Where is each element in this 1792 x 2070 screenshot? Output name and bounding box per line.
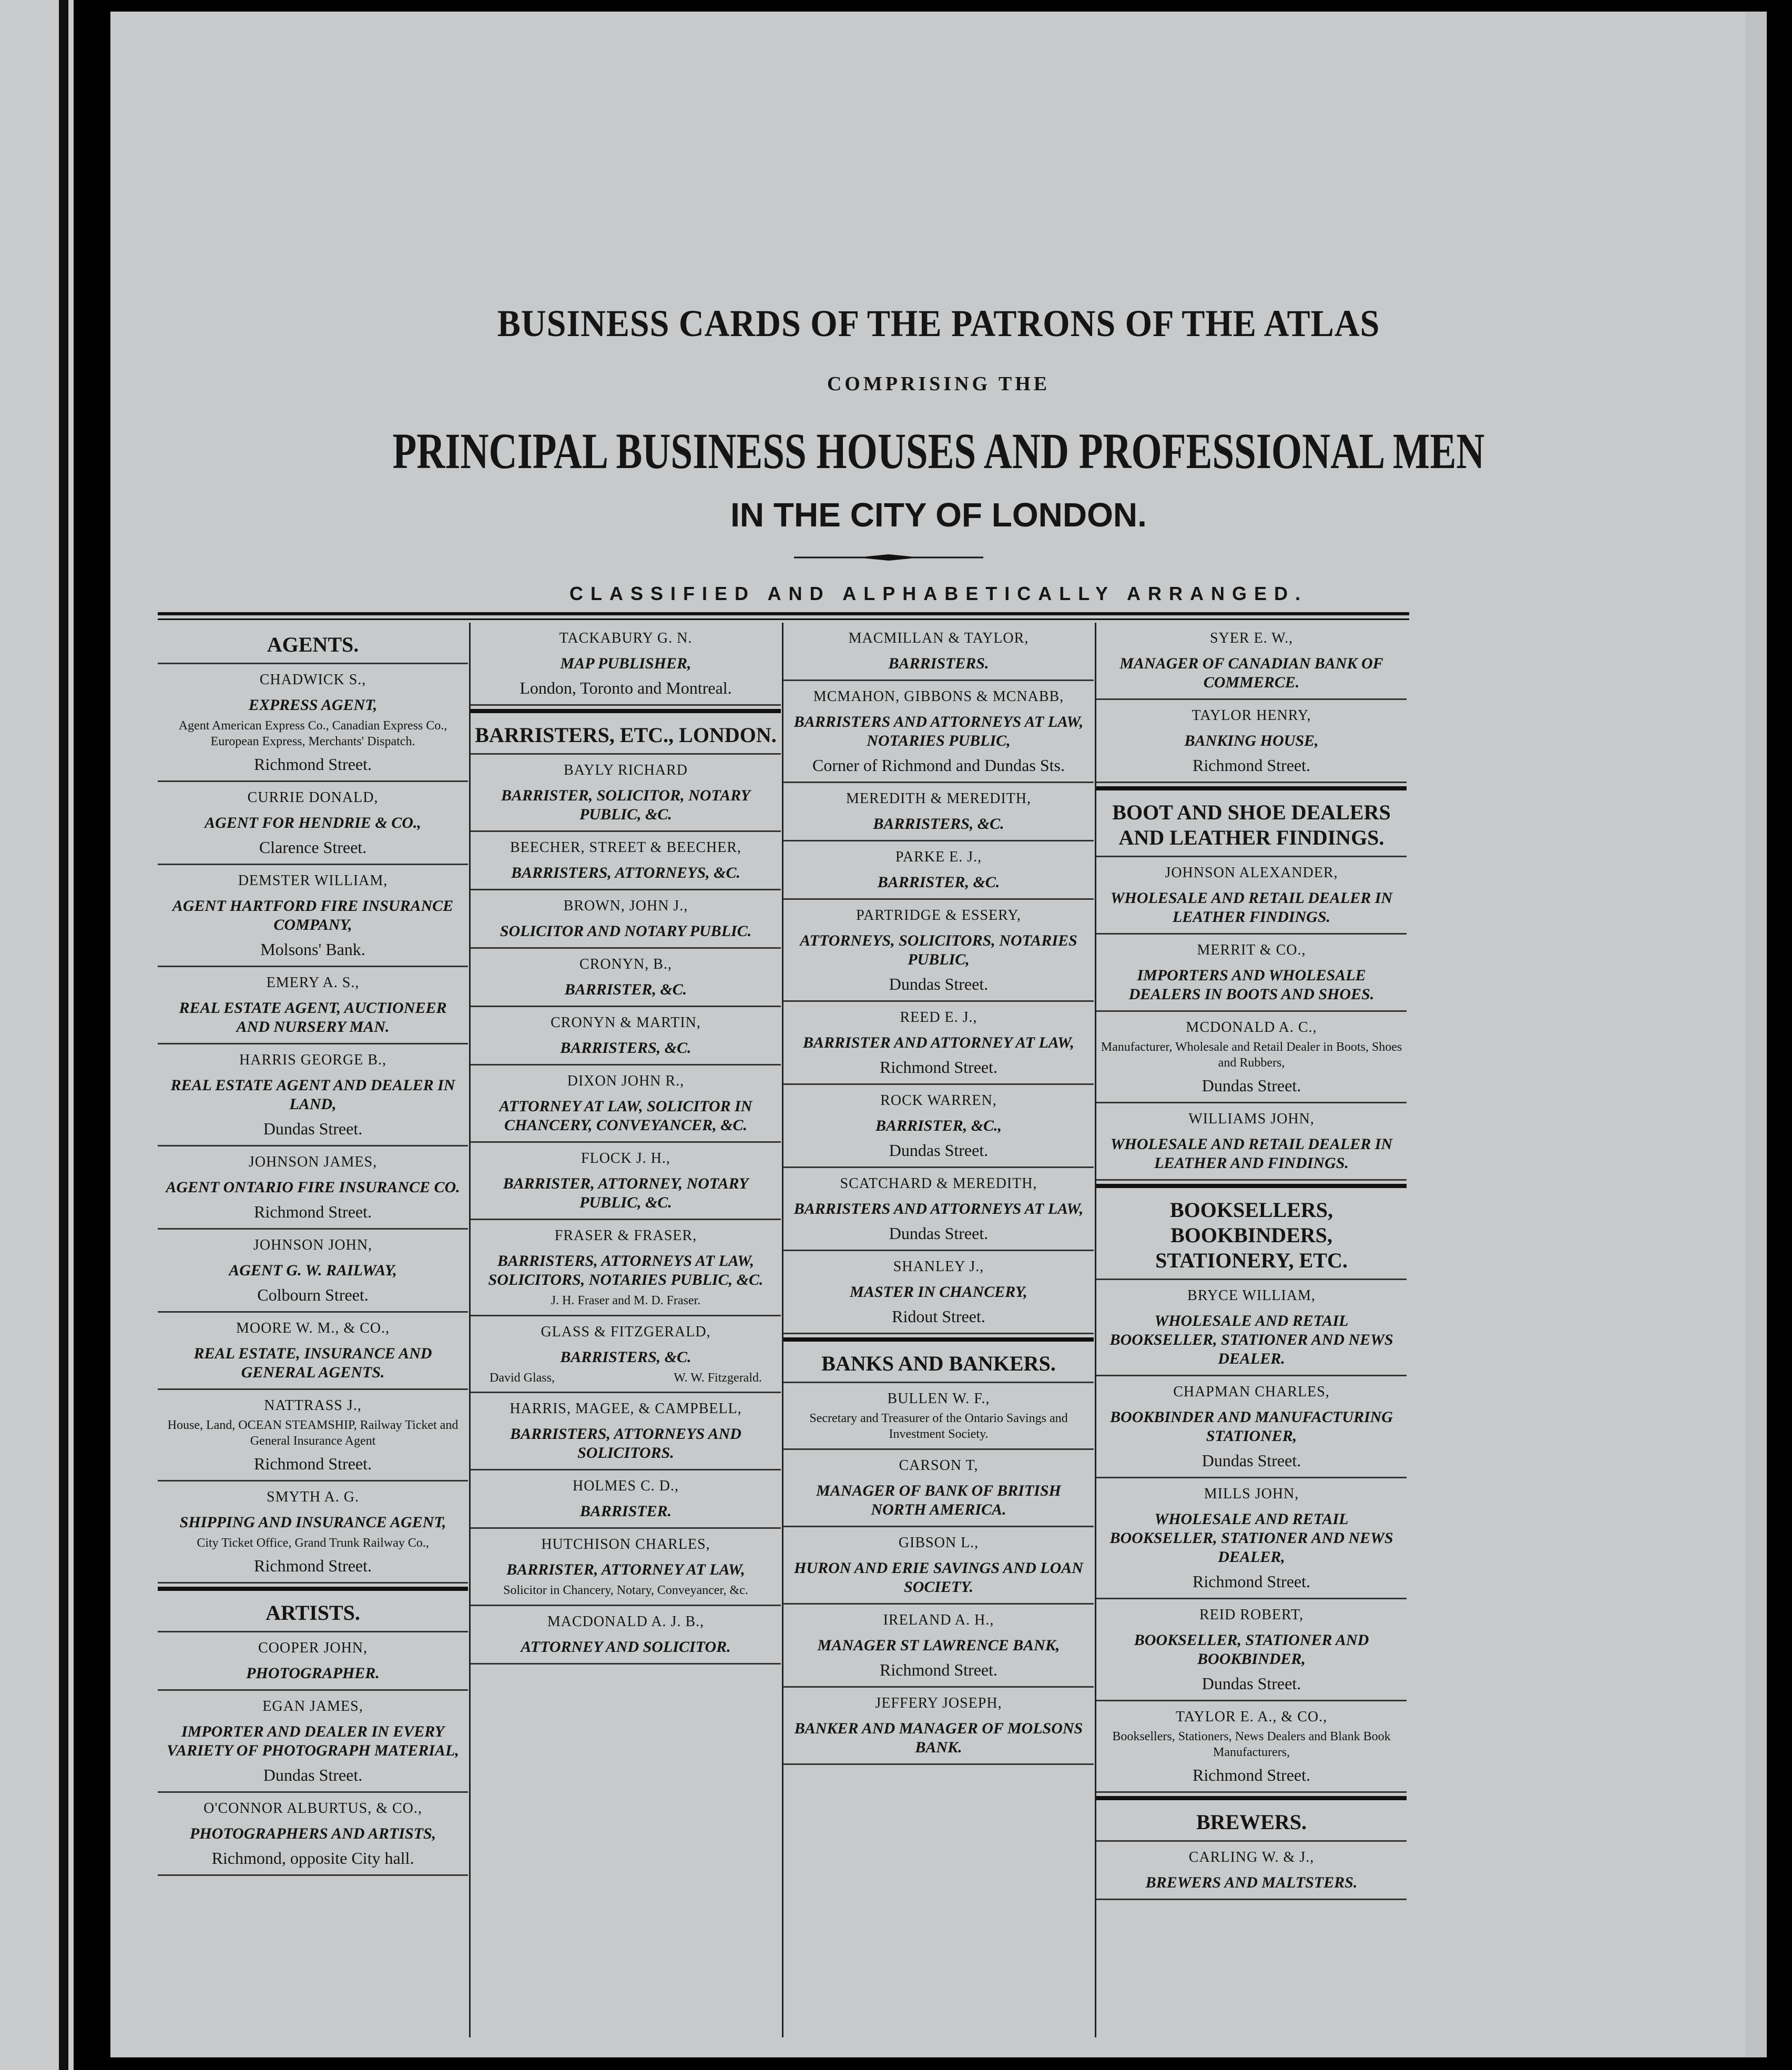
partner-right: W. W. Fitzgerald. <box>674 1371 762 1385</box>
business-name: JOHNSON JOHN, <box>253 1237 373 1253</box>
business-card <box>158 1691 468 1793</box>
business-card <box>1096 1103 1407 1181</box>
business-name: MACMILLAN & TAYLOR, <box>848 630 1029 646</box>
business-description: BARRISTERS, &C. <box>560 1348 691 1366</box>
business-details: Agent American Express Co., Canadian Express Co., European Express, Merchants' Dispatch. <box>178 719 447 748</box>
business-address: Dundas Street. <box>889 975 989 993</box>
business-description: BARRISTER, &C. <box>564 981 687 998</box>
adjacent-page-edge <box>0 0 74 2070</box>
business-details: Booksellers, Stationers, News Dealers and Blank Book Manufacturers, <box>1112 1730 1391 1759</box>
business-name: MCMAHON, GIBBONS & MCNABB, <box>813 688 1064 705</box>
header-rule <box>158 612 1409 615</box>
business-card <box>1096 700 1407 783</box>
business-card <box>783 681 1094 783</box>
column-2 <box>471 623 781 2043</box>
business-name: HARRIS GEORGE B., <box>239 1052 386 1068</box>
business-description: BARRISTER AND ATTORNEY AT LAW, <box>803 1034 1074 1051</box>
business-details: Secretary and Treasurer of the Ontario Savings and Investment Society. <box>809 1412 1068 1441</box>
business-card <box>1096 1701 1407 1793</box>
business-name: COOPER JOHN, <box>258 1640 368 1656</box>
business-name: BEECHER, STREET & BEECHER, <box>510 839 742 856</box>
business-name: MACDONALD A. J. B., <box>547 1614 705 1630</box>
column-4 <box>1096 623 1407 2043</box>
business-description: BOOKBINDER AND MANUFACTURING STATIONER, <box>1110 1408 1393 1445</box>
business-description: BARRISTER, SOLICITOR, NOTARY PUBLIC, &C. <box>501 787 751 823</box>
business-description: BREWERS AND MALTSTERS. <box>1145 1874 1358 1891</box>
business-card <box>158 865 468 967</box>
business-card <box>471 1007 781 1066</box>
business-card <box>471 1316 781 1393</box>
business-card <box>158 1482 468 1584</box>
business-name: GIBSON L., <box>898 1535 979 1551</box>
section-heading: BOOKSELLERS, BOOKBINDERS, STATIONERY, ETC. <box>1096 1184 1407 1280</box>
business-name: MERRIT & CO., <box>1197 942 1306 958</box>
business-name: MCDONALD A. C., <box>1186 1019 1317 1036</box>
business-name: PARKE E. J., <box>895 849 982 865</box>
ornament-divider <box>794 553 983 562</box>
business-card <box>471 832 781 890</box>
business-name: BRYCE WILLIAM, <box>1187 1287 1316 1304</box>
business-description: PHOTOGRAPHER. <box>246 1665 380 1682</box>
subtitle-comprising: COMPRISING THE <box>827 373 1051 395</box>
business-address: Richmond, opposite City hall. <box>211 1849 414 1868</box>
business-address: Colbourn Street. <box>257 1285 369 1304</box>
business-card <box>471 1529 781 1606</box>
business-address: Dundas Street. <box>1202 1076 1301 1095</box>
business-description: BOOKSELLER, STATIONER AND BOOKBINDER, <box>1134 1631 1369 1668</box>
business-name: JOHNSON JAMES, <box>248 1154 378 1170</box>
column-1 <box>158 623 468 2043</box>
business-description: PHOTOGRAPHERS AND ARTISTS, <box>189 1825 436 1842</box>
business-address: Richmond Street. <box>1193 1572 1310 1591</box>
business-name: SHANLEY J., <box>893 1259 984 1275</box>
business-card <box>1096 857 1407 935</box>
business-description: BARRISTER, ATTORNEY AT LAW, <box>506 1561 745 1578</box>
business-card <box>783 900 1094 1002</box>
business-name: REID ROBERT, <box>1199 1607 1304 1623</box>
subtitle-city: IN THE CITY OF LONDON. <box>730 496 1147 534</box>
business-description: BARRISTERS, ATTORNEYS AND SOLICITORS. <box>510 1425 741 1462</box>
business-card <box>783 1002 1094 1085</box>
business-name: SMYTH A. G. <box>267 1489 359 1505</box>
business-name: DEMSTER WILLIAM, <box>238 872 388 889</box>
business-name: CRONYN, B., <box>579 956 672 972</box>
business-description: AGENT ONTARIO FIRE INSURANCE CO. <box>166 1179 460 1196</box>
business-card <box>1096 1478 1407 1599</box>
business-card <box>471 949 781 1007</box>
business-address: Richmond Street. <box>254 755 372 774</box>
business-name: CRONYN & MARTIN, <box>551 1014 701 1031</box>
business-description: WHOLESALE AND RETAIL BOOKSELLER, STATIONER AND NEWS DEALER. <box>1109 1312 1393 1367</box>
business-name: CHADWICK S., <box>259 672 366 688</box>
business-address: Dundas Street. <box>889 1141 989 1160</box>
business-card <box>783 1450 1094 1527</box>
section-heading: BARRISTERS, ETC., LONDON. <box>471 709 781 755</box>
business-description: IMPORTERS AND WHOLESALE DEALERS IN BOOTS AND SHOES. <box>1128 967 1374 1003</box>
subtitle-classified: CLASSIFIED AND ALPHABETICALLY ARRANGED. <box>569 583 1308 604</box>
business-name: SCATCHARD & MEREDITH, <box>840 1175 1037 1192</box>
business-name: FLOCK J. H., <box>581 1150 670 1166</box>
partner-names <box>474 1371 778 1385</box>
business-card <box>783 1383 1094 1450</box>
business-card <box>158 664 468 782</box>
business-description: WHOLESALE AND RETAIL DEALER IN LEATHER AND FINDINGS. <box>1110 1135 1393 1172</box>
business-name: TACKABURY G. N. <box>559 630 693 646</box>
business-card <box>158 1044 468 1146</box>
business-description: MAP PUBLISHER, <box>560 655 691 672</box>
business-description: BARRISTERS. <box>888 655 989 672</box>
business-description: BARRISTERS AND ATTORNEYS AT LAW, <box>793 1200 1084 1217</box>
subtitle-main: PRINCIPAL BUSINESS HOUSES AND PROFESSIONAL MEN <box>392 423 1485 479</box>
business-name: DIXON JOHN R., <box>567 1073 685 1089</box>
business-card <box>783 1688 1094 1765</box>
section-heading: BOOT AND SHOE DEALERS AND LEATHER FINDINGS. <box>1096 786 1407 857</box>
business-details: Solicitor in Chancery, Notary, Conveyancer, &c. <box>503 1584 748 1597</box>
business-card <box>1096 1280 1407 1376</box>
business-description: WHOLESALE AND RETAIL BOOKSELLER, STATIONER AND NEWS DEALER, <box>1109 1510 1393 1566</box>
business-description: EXPRESS AGENT, <box>248 696 378 714</box>
business-description: MASTER IN CHANCERY, <box>850 1283 1027 1301</box>
business-card <box>471 1066 781 1143</box>
business-name: JEFFERY JOSEPH, <box>875 1695 1002 1711</box>
business-name: REED E. J., <box>900 1009 978 1026</box>
business-card <box>1096 935 1407 1012</box>
business-address: Dundas Street. <box>263 1765 363 1784</box>
business-description: BARRISTERS AND ATTORNEYS AT LAW, NOTARIES PUBLIC, <box>793 713 1084 749</box>
business-description: MANAGER OF BANK OF BRITISH NORTH AMERICA. <box>816 1482 1061 1518</box>
business-description: ATTORNEY AND SOLICITOR. <box>521 1638 731 1656</box>
business-name: CURRIE DONALD, <box>247 789 379 806</box>
business-address: Dundas Street. <box>1202 1451 1301 1470</box>
business-name: MEREDITH & MEREDITH, <box>846 790 1032 807</box>
business-name: CARSON T, <box>899 1457 979 1474</box>
business-card <box>158 1632 468 1691</box>
business-name: GLASS & FITZGERALD, <box>541 1324 711 1340</box>
business-name: O'CONNOR ALBURTUS, & CO., <box>203 1800 422 1817</box>
business-card <box>783 1168 1094 1251</box>
business-card <box>783 783 1094 841</box>
business-name: FRASER & FRASER, <box>554 1227 697 1244</box>
business-name: IRELAND A. H., <box>883 1612 994 1628</box>
business-name: EGAN JAMES, <box>262 1698 363 1714</box>
business-name: BAYLY RICHARD <box>563 762 688 778</box>
page-title: BUSINESS CARDS OF THE PATRONS OF THE ATLAS <box>497 302 1380 344</box>
business-name: SYER E. W., <box>1209 630 1294 646</box>
business-name: EMERY A. S., <box>266 975 360 991</box>
business-description: HURON AND ERIE SAVINGS AND LOAN SOCIETY. <box>794 1559 1083 1596</box>
business-description: REAL ESTATE AGENT, AUCTIONEER AND NURSERY MAN. <box>179 999 447 1036</box>
business-card <box>471 890 781 949</box>
business-name: MILLS JOHN, <box>1204 1486 1299 1502</box>
business-details: J. H. Fraser and M. D. Fraser. <box>551 1294 701 1307</box>
business-address: Richmond Street. <box>254 1454 372 1473</box>
business-description: SOLICITOR AND NOTARY PUBLIC. <box>500 922 752 940</box>
business-name: HUTCHISON CHARLES, <box>541 1536 710 1552</box>
business-address: Ridout Street. <box>892 1307 985 1326</box>
business-name: BROWN, JOHN J., <box>563 898 688 914</box>
business-description: ATTORNEY AT LAW, SOLICITOR IN CHANCERY, CONVEYANCER, &C. <box>499 1098 752 1134</box>
business-description: BANKING HOUSE, <box>1184 732 1319 749</box>
business-card <box>783 1527 1094 1605</box>
business-address: Richmond Street. <box>880 1660 997 1679</box>
business-description: BARRISTERS, ATTORNEYS AT LAW, SOLICITORS, NOTARIES PUBLIC, &C. <box>488 1252 763 1288</box>
business-address: Richmond Street. <box>1193 756 1310 775</box>
business-address: Clarence Street. <box>259 838 367 857</box>
business-details: House, Land, OCEAN STEAMSHIP, Railway Ticket and General Insurance Agent <box>167 1418 459 1448</box>
business-description: IMPORTER AND DEALER IN EVERY VARIETY OF PHOTOGRAPH MATERIAL, <box>167 1723 459 1759</box>
business-card <box>783 1251 1094 1334</box>
business-description: WHOLESALE AND RETAIL DEALER IN LEATHER FINDINGS. <box>1110 889 1393 926</box>
business-card <box>1096 1376 1407 1478</box>
business-name: HARRIS, MAGEE, & CAMPBELL, <box>510 1401 742 1417</box>
column-3 <box>783 623 1094 2043</box>
business-card <box>158 1390 468 1482</box>
business-card <box>158 1230 468 1313</box>
section-heading: BREWERS. <box>1096 1796 1407 1842</box>
business-address: Molsons' Bank. <box>260 940 365 959</box>
business-name: BULLEN W. F., <box>887 1391 990 1407</box>
business-description: BARRISTER, ATTORNEY, NOTARY PUBLIC, &C. <box>503 1175 749 1211</box>
business-description: AGENT G. W. RAILWAY, <box>229 1262 397 1279</box>
business-card <box>471 1470 781 1529</box>
business-card <box>1096 623 1407 700</box>
section-heading: BANKS AND BANKERS. <box>783 1337 1094 1383</box>
business-card <box>471 755 781 832</box>
business-address: Richmond Street. <box>1193 1765 1310 1784</box>
business-name: NATTRASS J., <box>264 1397 362 1414</box>
business-description: AGENT HARTFORD FIRE INSURANCE COMPANY, <box>172 897 454 933</box>
business-description: REAL ESTATE AGENT AND DEALER IN LAND, <box>170 1077 455 1113</box>
business-name: JOHNSON ALEXANDER, <box>1165 865 1338 881</box>
business-name: ROCK WARREN, <box>880 1092 997 1109</box>
business-description: MANAGER ST LAWRENCE BANK, <box>817 1637 1060 1654</box>
business-card <box>1096 1012 1407 1103</box>
column-separator <box>1095 623 1096 2037</box>
business-description: BARRISTERS, ATTORNEYS, &C. <box>511 864 740 881</box>
business-card <box>158 967 468 1044</box>
business-details: Manufacturer, Wholesale and Retail Dealer in Boots, Shoes and Rubbers, <box>1101 1040 1402 1070</box>
business-card <box>1096 1842 1407 1900</box>
business-description: BARRISTER. <box>579 1503 672 1520</box>
business-card <box>158 1793 468 1876</box>
business-address: Richmond Street. <box>254 1202 372 1221</box>
business-card <box>158 782 468 865</box>
section-heading: ARTISTS. <box>158 1587 468 1632</box>
business-name: CARLING W. & J., <box>1188 1849 1315 1865</box>
business-address: Dundas Street. <box>1202 1674 1301 1693</box>
business-description: BARRISTERS, &C. <box>560 1039 691 1057</box>
business-address: Dundas Street. <box>263 1119 363 1138</box>
business-address: Richmond Street. <box>254 1556 372 1575</box>
business-name: HOLMES C. D., <box>572 1478 679 1494</box>
business-address: London, Toronto and Montreal. <box>520 678 732 697</box>
business-name: WILLIAMS JOHN, <box>1188 1111 1315 1127</box>
column-separator <box>469 623 471 2037</box>
business-address: Corner of Richmond and Dundas Sts. <box>812 756 1065 775</box>
business-card <box>471 1220 781 1316</box>
business-card <box>783 1085 1094 1168</box>
business-name: MOORE W. M., & CO., <box>236 1320 390 1336</box>
business-card <box>783 1605 1094 1688</box>
business-description: BARRISTERS, &C. <box>873 815 1004 833</box>
business-address: Richmond Street. <box>880 1058 997 1077</box>
partner-left: David Glass, <box>490 1371 555 1385</box>
business-description: BARRISTER, &C. <box>877 874 1000 891</box>
business-card <box>158 1313 468 1390</box>
header-rule-thin <box>158 618 1409 620</box>
business-card <box>783 841 1094 900</box>
business-description: MANAGER OF CANADIAN BANK OF COMMERCE. <box>1119 655 1383 691</box>
column-separator <box>782 623 783 2037</box>
business-card <box>471 1143 781 1220</box>
business-card <box>158 1146 468 1230</box>
business-card <box>471 1393 781 1470</box>
business-name: TAYLOR HENRY, <box>1192 707 1311 724</box>
section-heading: AGENTS. <box>158 623 468 664</box>
business-description: BARRISTER, &C., <box>875 1117 1002 1134</box>
business-description: ATTORNEYS, SOLICITORS, NOTARIES PUBLIC, <box>800 932 1077 968</box>
business-details: City Ticket Office, Grand Trunk Railway Co., <box>197 1536 429 1550</box>
business-description: SHIPPING AND INSURANCE AGENT, <box>179 1514 446 1531</box>
business-description: AGENT FOR HENDRIE & CO., <box>205 814 421 831</box>
business-card <box>1096 1599 1407 1701</box>
business-name: TAYLOR E. A., & CO., <box>1175 1709 1328 1725</box>
business-name: CHAPMAN CHARLES, <box>1173 1384 1330 1400</box>
business-card <box>471 1606 781 1665</box>
business-address: Dundas Street. <box>889 1224 989 1243</box>
business-card <box>783 623 1094 681</box>
business-card <box>471 623 781 706</box>
business-description: BANKER AND MANAGER OF MOLSONS BANK. <box>794 1720 1083 1756</box>
business-description: REAL ESTATE, INSURANCE AND GENERAL AGENTS. <box>194 1345 432 1381</box>
business-name: PARTRIDGE & ESSERY, <box>856 907 1021 924</box>
